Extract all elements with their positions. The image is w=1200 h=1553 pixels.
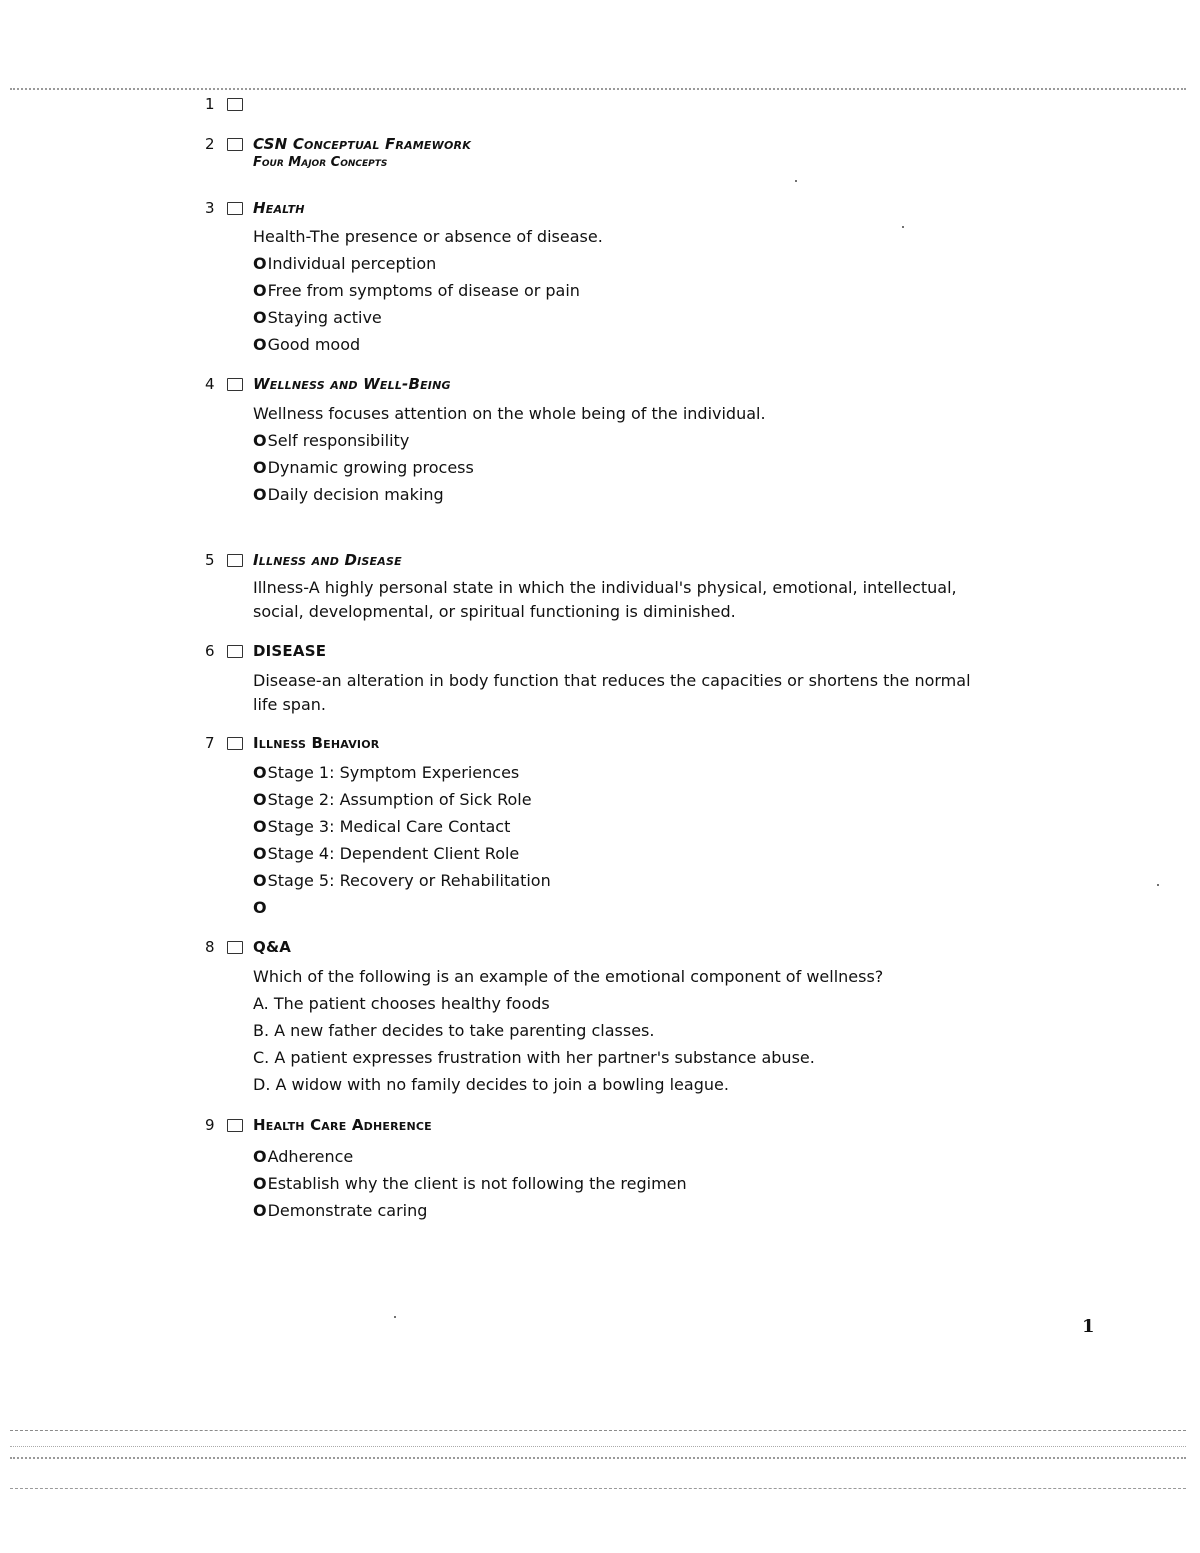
slide-thumbnail-icon <box>227 737 243 750</box>
slide-intro: Health-The presence or absence of disease. <box>253 227 603 246</box>
scan-artifact-bottom <box>10 1446 1186 1447</box>
scan-artifact-bottom <box>10 1457 1186 1459</box>
slide-7 <box>205 733 1005 921</box>
bullet-item: O Stage 2: Assumption of Sick Role <box>253 786 1005 813</box>
slide-title: Wellness and Well-Being <box>253 375 451 393</box>
slide-intro: Illness-A highly personal state in which the individual's physical, emotional, intellectual, social, developmental, or spiritual functioning is diminished. <box>253 578 957 621</box>
bullet-item: O Stage 4: Dependent Client Role <box>253 840 1005 867</box>
slide-subtitle: Four Major Concepts <box>253 155 388 170</box>
slide-thumbnail-icon <box>227 1119 243 1132</box>
bullet-item: O Individual perception <box>253 250 1005 277</box>
slide-8 <box>205 937 1005 1098</box>
scan-speck <box>795 180 797 182</box>
slide-title: CSN Conceptual Framework <box>253 135 471 153</box>
slide-number: 4 <box>205 375 215 393</box>
slide-title: Health Care Adherence <box>253 1116 432 1134</box>
slide-title: Health <box>253 199 305 217</box>
quiz-option: C. A patient expresses frustration with her partner's substance abuse. <box>253 1048 815 1067</box>
slide-number: 7 <box>205 734 215 752</box>
bullet-item: O Self responsibility <box>253 427 1005 454</box>
slide-thumbnail-icon <box>227 138 243 151</box>
slide-intro: Wellness focuses attention on the whole being of the individual. <box>253 404 766 423</box>
bullet-item <box>253 894 1005 921</box>
slide-title: DISEASE <box>253 642 327 660</box>
slide-number: 3 <box>205 199 215 217</box>
slide-2 <box>205 134 1005 172</box>
slide-title: Q&A <box>253 938 292 956</box>
slide-9 <box>205 1115 1005 1224</box>
bullet-item: O Dynamic growing process <box>253 454 1005 481</box>
bullet-item: O Establish why the client is not following the regimen <box>253 1170 1005 1197</box>
slide-4 <box>205 374 1005 508</box>
slide-intro: Disease-an alteration in body function that reduces the capacities or shortens the normal life span. <box>253 671 971 714</box>
scan-speck <box>394 1316 396 1318</box>
slide-title: Illness and Disease <box>253 551 402 569</box>
bullet-item: O Stage 5: Recovery or Rehabilitation <box>253 867 1005 894</box>
scan-artifact-bottom <box>10 1430 1186 1431</box>
slide-6 <box>205 641 1005 717</box>
quiz-option: B. A new father decides to take parenting classes. <box>253 1021 655 1040</box>
slide-number: 2 <box>205 135 215 153</box>
slide-thumbnail-icon <box>227 941 243 954</box>
scan-speck <box>1157 884 1159 886</box>
slide-thumbnail-icon <box>227 378 243 391</box>
bullet-item: O Staying active <box>253 304 1005 331</box>
scan-artifact-top <box>10 88 1186 90</box>
bullet-item: O Free from symptoms of disease or pain <box>253 277 1005 304</box>
bullet-item: O Stage 3: Medical Care Contact <box>253 813 1005 840</box>
bullet-item: O Daily decision making <box>253 481 1005 508</box>
slide-1 <box>205 94 1005 114</box>
slide-thumbnail-icon <box>227 554 243 567</box>
slide-thumbnail-icon <box>227 98 243 111</box>
quiz-question: Which of the following is an example of the emotional component of wellness? <box>253 967 884 986</box>
slide-number: 5 <box>205 551 215 569</box>
slide-thumbnail-icon <box>227 202 243 215</box>
quiz-option: D. A widow with no family decides to join a bowling league. <box>253 1075 729 1094</box>
bullet-item: O Demonstrate caring <box>253 1197 1005 1224</box>
bullet-item: O Stage 1: Symptom Experiences <box>253 759 1005 786</box>
scan-artifact-bottom <box>10 1488 1186 1489</box>
slide-5 <box>205 550 1005 624</box>
slide-3 <box>205 198 1005 358</box>
slide-thumbnail-icon <box>227 645 243 658</box>
scan-speck <box>902 226 904 228</box>
slide-number: 1 <box>205 95 215 113</box>
page-number: 1 <box>1082 1316 1095 1337</box>
quiz-option: A. The patient chooses healthy foods <box>253 994 550 1013</box>
bullet-item: O Adherence <box>253 1143 1005 1170</box>
bullet-item: O Good mood <box>253 331 1005 358</box>
slide-title: Illness Behavior <box>253 734 380 752</box>
slide-number: 9 <box>205 1116 215 1134</box>
slide-number: 8 <box>205 938 215 956</box>
slide-number: 6 <box>205 642 215 660</box>
